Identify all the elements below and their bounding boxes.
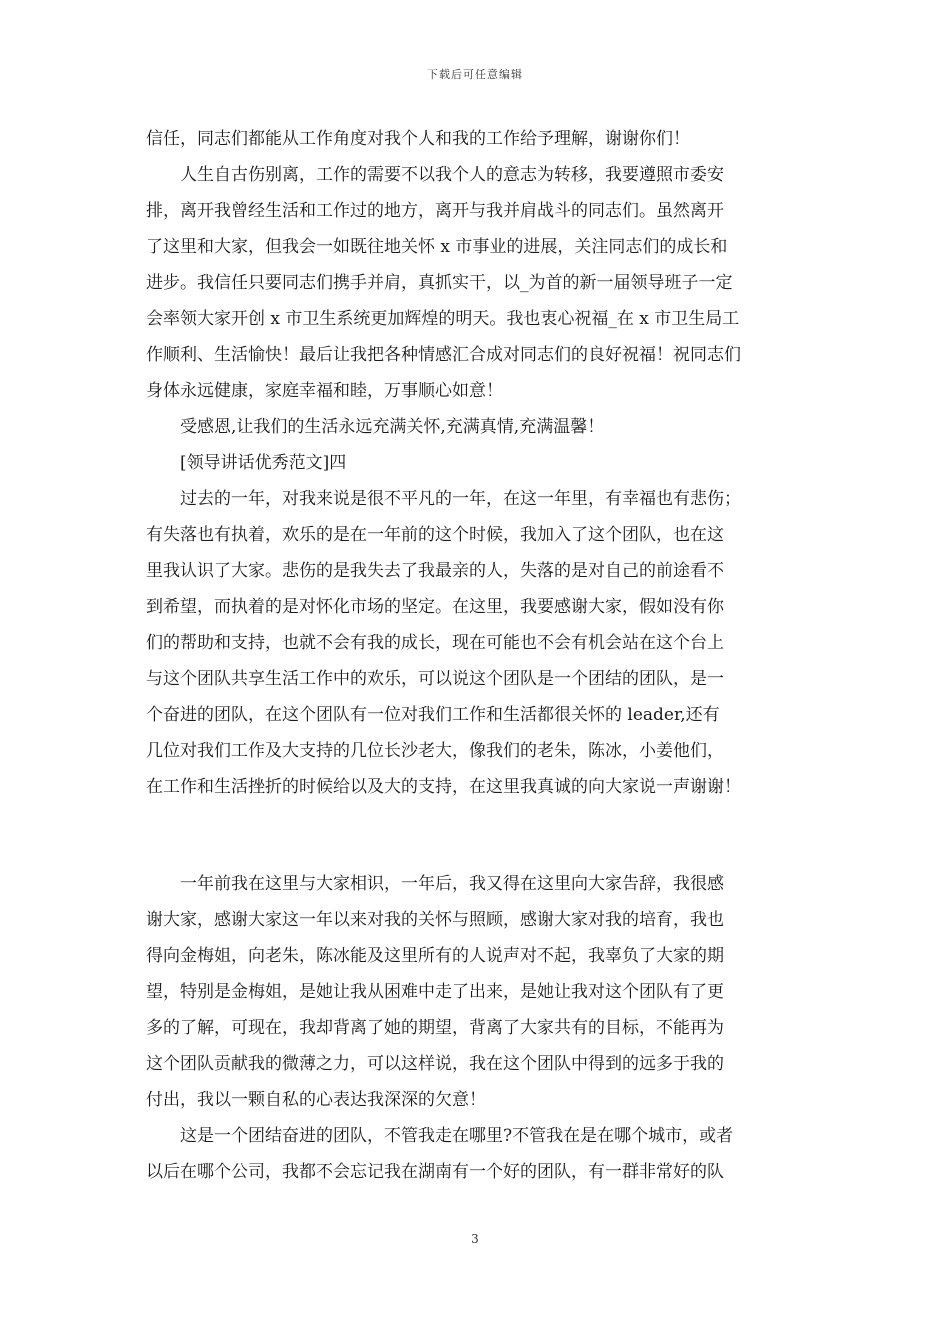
- text-line: 付出，我以一颗自私的心表达我深深的欠意！: [146, 1090, 486, 1110]
- text-line: 个奋进的团队，在这个团队有一位对我们工作和生活都很关怀的 leader,还有: [146, 705, 720, 725]
- text-line: 们的帮助和支持，也就不会有我的成长，现在可能也不会有机会站在这个台上: [146, 633, 724, 653]
- text-line: 了这里和大家，但我会一如既往地关怀 x 市事业的进展，关注同志们的成长和: [146, 237, 728, 257]
- text-line: 作顺利、生活愉快！最后让我把各种情感汇合成对同志们的良好祝福！祝同志们: [146, 345, 741, 365]
- text-line: 这个团队贡献我的微薄之力，可以这样说，我在这个团队中得到的远多于我的: [146, 1054, 724, 1074]
- section-heading: [领导讲话优秀范文]四: [146, 453, 347, 473]
- text-line: 有失落也有执着，欢乐的是在一年前的这个时候，我加入了这个团队，也在这: [146, 525, 724, 545]
- text-line: 进步。我信任只要同志们携手并肩，真抓实干，以_为首的新一届领导班子一定: [146, 273, 733, 293]
- text-line: 望，特别是金梅姐，是她让我从困难中走了出来，是她让我对这个团队有了更: [146, 982, 724, 1002]
- text-line: 这是一个团结奋进的团队，不管我走在哪里?不管我在是在哪个城市，或者: [146, 1126, 734, 1146]
- text-line: 排，离开我曾经生活和工作过的地方，离开与我并肩战斗的同志们。虽然离开: [146, 201, 724, 221]
- text-line: 会率领大家开创 x 市卫生系统更加辉煌的明天。我也衷心祝福_在 x 市卫生局工: [146, 309, 740, 329]
- text-line: 身体永远健康，家庭幸福和睦，万事顺心如意！: [146, 381, 503, 401]
- text-line: 过去的一年，对我来说是很不平凡的一年，在这一年里，有幸福也有悲伤；: [146, 489, 741, 509]
- text-line: 信任，同志们都能从工作角度对我个人和我的工作给予理解，谢谢你们！: [146, 129, 690, 149]
- text-line: 人生自古伤别离，工作的需要不以我个人的意志为转移，我要遵照市委安: [146, 165, 724, 185]
- text-line: 与这个团队共享生活工作中的欢乐，可以说这个团队是一个团结的团队，是一: [146, 669, 724, 689]
- text-line: 得向金梅姐，向老朱，陈冰能及这里所有的人说声对不起，我辜负了大家的期: [146, 946, 724, 966]
- page-header: 下载后可任意编辑: [427, 68, 523, 81]
- text-line: 受感恩,让我们的生活永远充满关怀,充满真情,充满温馨！: [146, 417, 605, 437]
- text-line: 里我认识了大家。悲伤的是我失去了我最亲的人，失落的是对自己的前途看不: [146, 561, 724, 581]
- page-number: 3: [471, 1232, 479, 1246]
- text-line: 几位对我们工作及大支持的几位长沙老大，像我们的老朱，陈冰，小姜他们，: [146, 741, 724, 761]
- text-line: 到希望，而执着的是对怀化市场的坚定。在这里，我要感谢大家，假如没有你: [146, 597, 724, 617]
- text-line: 在工作和生活挫折的时候给以及大的支持，在这里我真诚的向大家说一声谢谢！: [146, 777, 741, 797]
- text-line: 多的了解，可现在，我却背离了她的期望，背离了大家共有的目标，不能再为: [146, 1018, 724, 1038]
- text-line: 谢大家，感谢大家这一年以来对我的关怀与照顾，感谢大家对我的培育，我也: [146, 910, 724, 930]
- text-line: 以后在哪个公司，我都不会忘记我在湖南有一个好的团队，有一群非常好的队: [146, 1162, 724, 1182]
- text-line: 一年前我在这里与大家相识，一年后，我又得在这里向大家告辞，我很感: [146, 874, 724, 894]
